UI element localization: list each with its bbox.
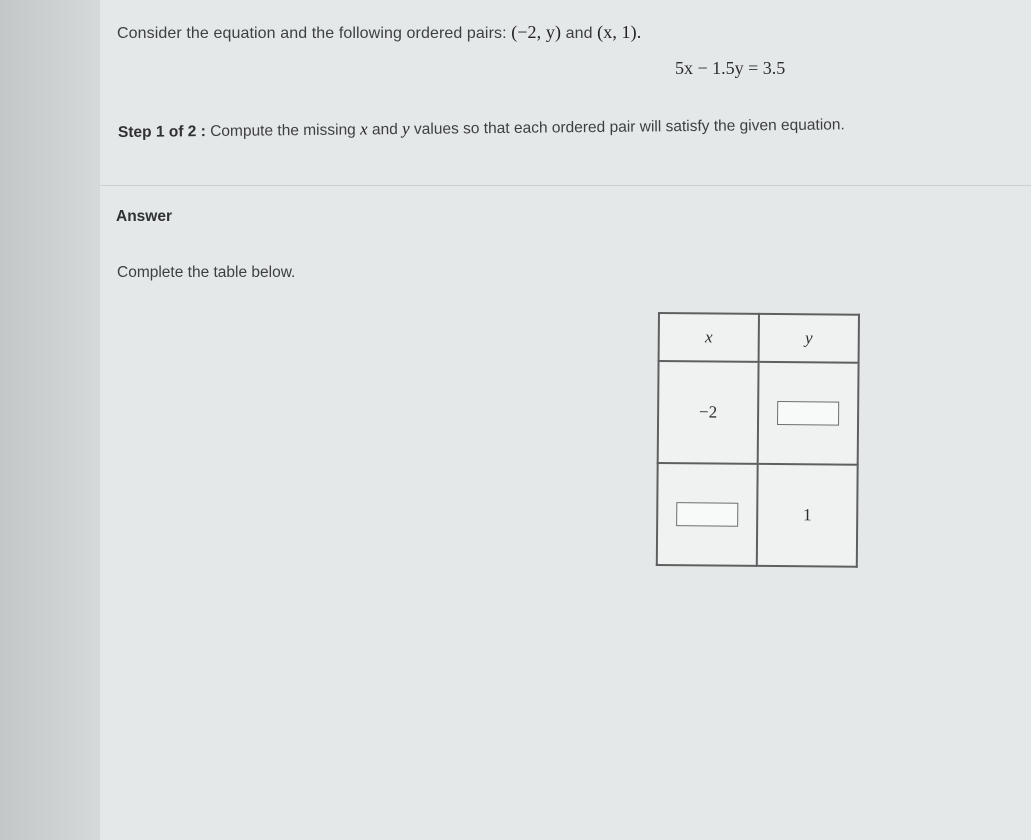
equation: 5x − 1.5y = 3.5 bbox=[675, 58, 786, 78]
row1-y-input[interactable] bbox=[777, 401, 839, 426]
row2-x-input[interactable] bbox=[676, 502, 738, 527]
row1-y-cell bbox=[758, 362, 859, 465]
answer-label: Answer bbox=[116, 208, 172, 225]
ordered-pair-1: (−2, y) bbox=[511, 22, 562, 42]
intro-text: Consider the equation and the following ordered pairs: bbox=[117, 25, 507, 42]
row2-x-cell bbox=[657, 463, 758, 566]
values-table bbox=[656, 312, 860, 568]
step-var-y: y bbox=[402, 118, 410, 139]
header-y: y bbox=[759, 314, 859, 363]
ordered-pair-2: (x, 1). bbox=[597, 22, 642, 42]
row2-y-value: 1 bbox=[757, 464, 858, 567]
table-row bbox=[657, 463, 858, 567]
row1-x-value: −2 bbox=[658, 361, 759, 464]
table-row bbox=[658, 361, 859, 465]
table-instruction: Complete the table below. bbox=[117, 264, 296, 281]
step-text-and: and bbox=[371, 121, 398, 139]
step-var-x: x bbox=[359, 119, 368, 139]
and-word: and bbox=[565, 25, 593, 42]
step-text-before: Compute the missing bbox=[210, 121, 356, 141]
step-label: Step 1 of 2 : bbox=[117, 123, 206, 141]
left-margin bbox=[0, 0, 100, 840]
step-text-after: values so that each ordered pair will satisfy the given equation. bbox=[413, 116, 845, 138]
header-x: x bbox=[659, 313, 759, 362]
table-header-row bbox=[659, 313, 859, 363]
question-intro bbox=[117, 22, 641, 43]
